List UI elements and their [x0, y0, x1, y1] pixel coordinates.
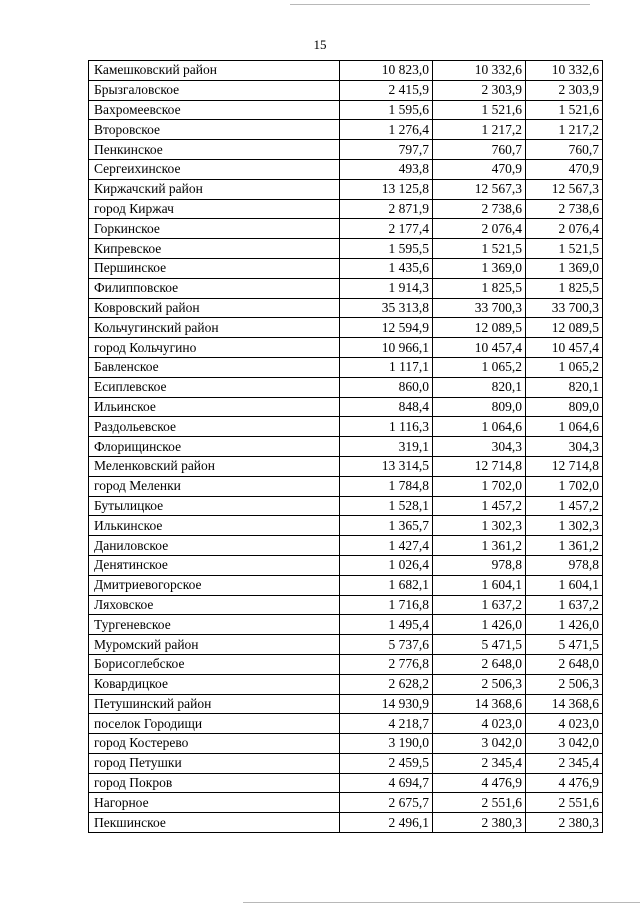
value-col3-cell: 12 089,5	[526, 318, 603, 338]
value-col2-cell: 2 076,4	[433, 219, 526, 239]
table-row	[89, 536, 603, 556]
value-col3-cell: 1 604,1	[526, 575, 603, 595]
value-col1-cell: 3 190,0	[340, 734, 433, 754]
municipality-name-cell: поселок Городищи	[89, 714, 340, 734]
municipality-name-cell: Даниловское	[89, 536, 340, 556]
table-row	[89, 318, 603, 338]
value-col2-cell: 10 457,4	[433, 338, 526, 358]
municipality-name-cell: Меленковский район	[89, 456, 340, 476]
value-col2-cell: 1 637,2	[433, 595, 526, 615]
municipality-name-cell: Илькинское	[89, 516, 340, 536]
value-col1-cell: 1 595,6	[340, 100, 433, 120]
value-col3-cell: 12 714,8	[526, 456, 603, 476]
table-row	[89, 417, 603, 437]
table-row	[89, 179, 603, 199]
value-col3-cell: 3 042,0	[526, 734, 603, 754]
value-col2-cell: 4 476,9	[433, 773, 526, 793]
table-row	[89, 437, 603, 457]
value-col3-cell: 1 426,0	[526, 615, 603, 635]
municipality-name-cell: Петушинский район	[89, 694, 340, 714]
table-row	[89, 298, 603, 318]
municipality-name-cell: Ковровский район	[89, 298, 340, 318]
table-row	[89, 813, 603, 833]
value-col1-cell: 12 594,9	[340, 318, 433, 338]
value-col3-cell: 2 738,6	[526, 199, 603, 219]
top-rule	[290, 4, 590, 5]
value-col1-cell: 860,0	[340, 377, 433, 397]
value-col1-cell: 2 871,9	[340, 199, 433, 219]
municipality-name-cell: Нагорное	[89, 793, 340, 813]
table-row	[89, 575, 603, 595]
value-col2-cell: 2 303,9	[433, 80, 526, 100]
value-col1-cell: 1 435,6	[340, 258, 433, 278]
table-row	[89, 120, 603, 140]
value-col1-cell: 5 737,6	[340, 635, 433, 655]
value-col3-cell: 1 457,2	[526, 496, 603, 516]
value-col2-cell: 12 714,8	[433, 456, 526, 476]
value-col2-cell: 4 023,0	[433, 714, 526, 734]
value-col2-cell: 304,3	[433, 437, 526, 457]
municipality-name-cell: Бавленское	[89, 357, 340, 377]
value-col1-cell: 1 026,4	[340, 555, 433, 575]
table-row	[89, 714, 603, 734]
value-col1-cell: 848,4	[340, 397, 433, 417]
municipality-name-cell: город Петушки	[89, 753, 340, 773]
municipality-name-cell: Пекшинское	[89, 813, 340, 833]
table-row	[89, 773, 603, 793]
value-col1-cell: 319,1	[340, 437, 433, 457]
table-row	[89, 615, 603, 635]
municipality-name-cell: город Кольчугино	[89, 338, 340, 358]
value-col3-cell: 1 065,2	[526, 357, 603, 377]
municipality-name-cell: Есиплевское	[89, 377, 340, 397]
budget-table	[88, 60, 603, 833]
municipality-name-cell: Бутылицкое	[89, 496, 340, 516]
value-col3-cell: 304,3	[526, 437, 603, 457]
value-col2-cell: 1 064,6	[433, 417, 526, 437]
table-row	[89, 635, 603, 655]
value-col2-cell: 12 567,3	[433, 179, 526, 199]
value-col2-cell: 14 368,6	[433, 694, 526, 714]
municipality-name-cell: город Покров	[89, 773, 340, 793]
value-col2-cell: 1 521,5	[433, 239, 526, 259]
value-col3-cell: 14 368,6	[526, 694, 603, 714]
value-col3-cell: 2 076,4	[526, 219, 603, 239]
value-col2-cell: 3 042,0	[433, 734, 526, 754]
table-row	[89, 793, 603, 813]
table-row	[89, 219, 603, 239]
value-col3-cell: 1 369,0	[526, 258, 603, 278]
table-row	[89, 654, 603, 674]
value-col1-cell: 10 966,1	[340, 338, 433, 358]
value-col1-cell: 4 694,7	[340, 773, 433, 793]
value-col3-cell: 1 361,2	[526, 536, 603, 556]
value-col3-cell: 1 521,6	[526, 100, 603, 120]
value-col1-cell: 1 365,7	[340, 516, 433, 536]
municipality-name-cell: Ляховское	[89, 595, 340, 615]
value-col2-cell: 1 457,2	[433, 496, 526, 516]
value-col1-cell: 797,7	[340, 140, 433, 160]
table-row	[89, 357, 603, 377]
municipality-name-cell: Раздольевское	[89, 417, 340, 437]
municipality-name-cell: Киржачский район	[89, 179, 340, 199]
value-col3-cell: 1 702,0	[526, 476, 603, 496]
table-row	[89, 258, 603, 278]
value-col3-cell: 10 457,4	[526, 338, 603, 358]
value-col2-cell: 10 332,6	[433, 61, 526, 81]
value-col3-cell: 820,1	[526, 377, 603, 397]
value-col2-cell: 2 738,6	[433, 199, 526, 219]
municipality-name-cell: Борисоглебское	[89, 654, 340, 674]
municipality-name-cell: Першинское	[89, 258, 340, 278]
value-col3-cell: 2 345,4	[526, 753, 603, 773]
municipality-name-cell: Брызгаловское	[89, 80, 340, 100]
value-col1-cell: 1 117,1	[340, 357, 433, 377]
table-row	[89, 397, 603, 417]
municipality-name-cell: Вахромеевское	[89, 100, 340, 120]
value-col1-cell: 1 495,4	[340, 615, 433, 635]
value-col1-cell: 35 313,8	[340, 298, 433, 318]
budget-table-body	[89, 61, 603, 833]
municipality-name-cell: Филипповское	[89, 278, 340, 298]
table-row	[89, 100, 603, 120]
value-col2-cell: 978,8	[433, 555, 526, 575]
value-col3-cell: 1 064,6	[526, 417, 603, 437]
value-col2-cell: 1 369,0	[433, 258, 526, 278]
municipality-name-cell: город Киржач	[89, 199, 340, 219]
value-col2-cell: 2 380,3	[433, 813, 526, 833]
table-row	[89, 159, 603, 179]
municipality-name-cell: Кольчугинский район	[89, 318, 340, 338]
municipality-name-cell: город Меленки	[89, 476, 340, 496]
municipality-name-cell: Ильинское	[89, 397, 340, 417]
table-row	[89, 595, 603, 615]
municipality-name-cell: Сергеихинское	[89, 159, 340, 179]
value-col3-cell: 2 506,3	[526, 674, 603, 694]
table-row	[89, 674, 603, 694]
table-row	[89, 61, 603, 81]
value-col2-cell: 760,7	[433, 140, 526, 160]
value-col1-cell: 2 776,8	[340, 654, 433, 674]
value-col1-cell: 10 823,0	[340, 61, 433, 81]
value-col1-cell: 2 415,9	[340, 80, 433, 100]
value-col1-cell: 1 784,8	[340, 476, 433, 496]
value-col2-cell: 33 700,3	[433, 298, 526, 318]
value-col2-cell: 1 065,2	[433, 357, 526, 377]
value-col2-cell: 470,9	[433, 159, 526, 179]
municipality-name-cell: Дмитриевогорское	[89, 575, 340, 595]
value-col1-cell: 1 276,4	[340, 120, 433, 140]
value-col3-cell: 4 023,0	[526, 714, 603, 734]
value-col2-cell: 1 426,0	[433, 615, 526, 635]
value-col3-cell: 1 825,5	[526, 278, 603, 298]
table-row	[89, 456, 603, 476]
table-row	[89, 476, 603, 496]
value-col3-cell: 5 471,5	[526, 635, 603, 655]
table-row	[89, 753, 603, 773]
value-col3-cell: 10 332,6	[526, 61, 603, 81]
table-row	[89, 496, 603, 516]
value-col2-cell: 1 361,2	[433, 536, 526, 556]
value-col1-cell: 1 116,3	[340, 417, 433, 437]
value-col3-cell: 12 567,3	[526, 179, 603, 199]
bottom-rule	[243, 902, 640, 903]
value-col2-cell: 809,0	[433, 397, 526, 417]
table-row	[89, 555, 603, 575]
value-col2-cell: 1 217,2	[433, 120, 526, 140]
municipality-name-cell: Второвское	[89, 120, 340, 140]
table-row	[89, 140, 603, 160]
table-row	[89, 377, 603, 397]
municipality-name-cell: Муромский район	[89, 635, 340, 655]
municipality-name-cell: город Костерево	[89, 734, 340, 754]
table-row	[89, 80, 603, 100]
value-col3-cell: 2 648,0	[526, 654, 603, 674]
value-col3-cell: 2 380,3	[526, 813, 603, 833]
value-col2-cell: 1 702,0	[433, 476, 526, 496]
municipality-name-cell: Пенкинское	[89, 140, 340, 160]
table-row	[89, 734, 603, 754]
table-row	[89, 338, 603, 358]
value-col2-cell: 5 471,5	[433, 635, 526, 655]
table-row	[89, 516, 603, 536]
value-col1-cell: 4 218,7	[340, 714, 433, 734]
value-col2-cell: 2 648,0	[433, 654, 526, 674]
value-col1-cell: 1 528,1	[340, 496, 433, 516]
value-col3-cell: 33 700,3	[526, 298, 603, 318]
value-col1-cell: 1 682,1	[340, 575, 433, 595]
value-col2-cell: 1 521,6	[433, 100, 526, 120]
value-col1-cell: 2 177,4	[340, 219, 433, 239]
table-row	[89, 694, 603, 714]
value-col2-cell: 2 551,6	[433, 793, 526, 813]
value-col1-cell: 2 675,7	[340, 793, 433, 813]
value-col1-cell: 493,8	[340, 159, 433, 179]
value-col1-cell: 1 595,5	[340, 239, 433, 259]
municipality-name-cell: Кипревское	[89, 239, 340, 259]
value-col1-cell: 13 314,5	[340, 456, 433, 476]
value-col3-cell: 978,8	[526, 555, 603, 575]
table-row	[89, 239, 603, 259]
value-col1-cell: 2 496,1	[340, 813, 433, 833]
value-col2-cell: 820,1	[433, 377, 526, 397]
table-row	[89, 199, 603, 219]
municipality-name-cell: Горкинское	[89, 219, 340, 239]
municipality-name-cell: Камешковский район	[89, 61, 340, 81]
municipality-name-cell: Тургеневское	[89, 615, 340, 635]
value-col3-cell: 2 303,9	[526, 80, 603, 100]
value-col3-cell: 1 217,2	[526, 120, 603, 140]
value-col2-cell: 1 825,5	[433, 278, 526, 298]
value-col1-cell: 1 427,4	[340, 536, 433, 556]
table-row	[89, 278, 603, 298]
municipality-name-cell: Денятинское	[89, 555, 340, 575]
value-col3-cell: 2 551,6	[526, 793, 603, 813]
value-col1-cell: 2 628,2	[340, 674, 433, 694]
municipality-name-cell: Ковардицкое	[89, 674, 340, 694]
value-col3-cell: 1 302,3	[526, 516, 603, 536]
value-col3-cell: 470,9	[526, 159, 603, 179]
value-col2-cell: 2 345,4	[433, 753, 526, 773]
value-col2-cell: 2 506,3	[433, 674, 526, 694]
value-col1-cell: 2 459,5	[340, 753, 433, 773]
value-col2-cell: 12 089,5	[433, 318, 526, 338]
value-col3-cell: 760,7	[526, 140, 603, 160]
value-col1-cell: 1 914,3	[340, 278, 433, 298]
value-col3-cell: 4 476,9	[526, 773, 603, 793]
value-col1-cell: 1 716,8	[340, 595, 433, 615]
page-number: 15	[313, 37, 327, 52]
municipality-name-cell: Флорищинское	[89, 437, 340, 457]
value-col2-cell: 1 302,3	[433, 516, 526, 536]
value-col3-cell: 809,0	[526, 397, 603, 417]
value-col2-cell: 1 604,1	[433, 575, 526, 595]
value-col1-cell: 14 930,9	[340, 694, 433, 714]
value-col1-cell: 13 125,8	[340, 179, 433, 199]
value-col3-cell: 1 521,5	[526, 239, 603, 259]
value-col3-cell: 1 637,2	[526, 595, 603, 615]
